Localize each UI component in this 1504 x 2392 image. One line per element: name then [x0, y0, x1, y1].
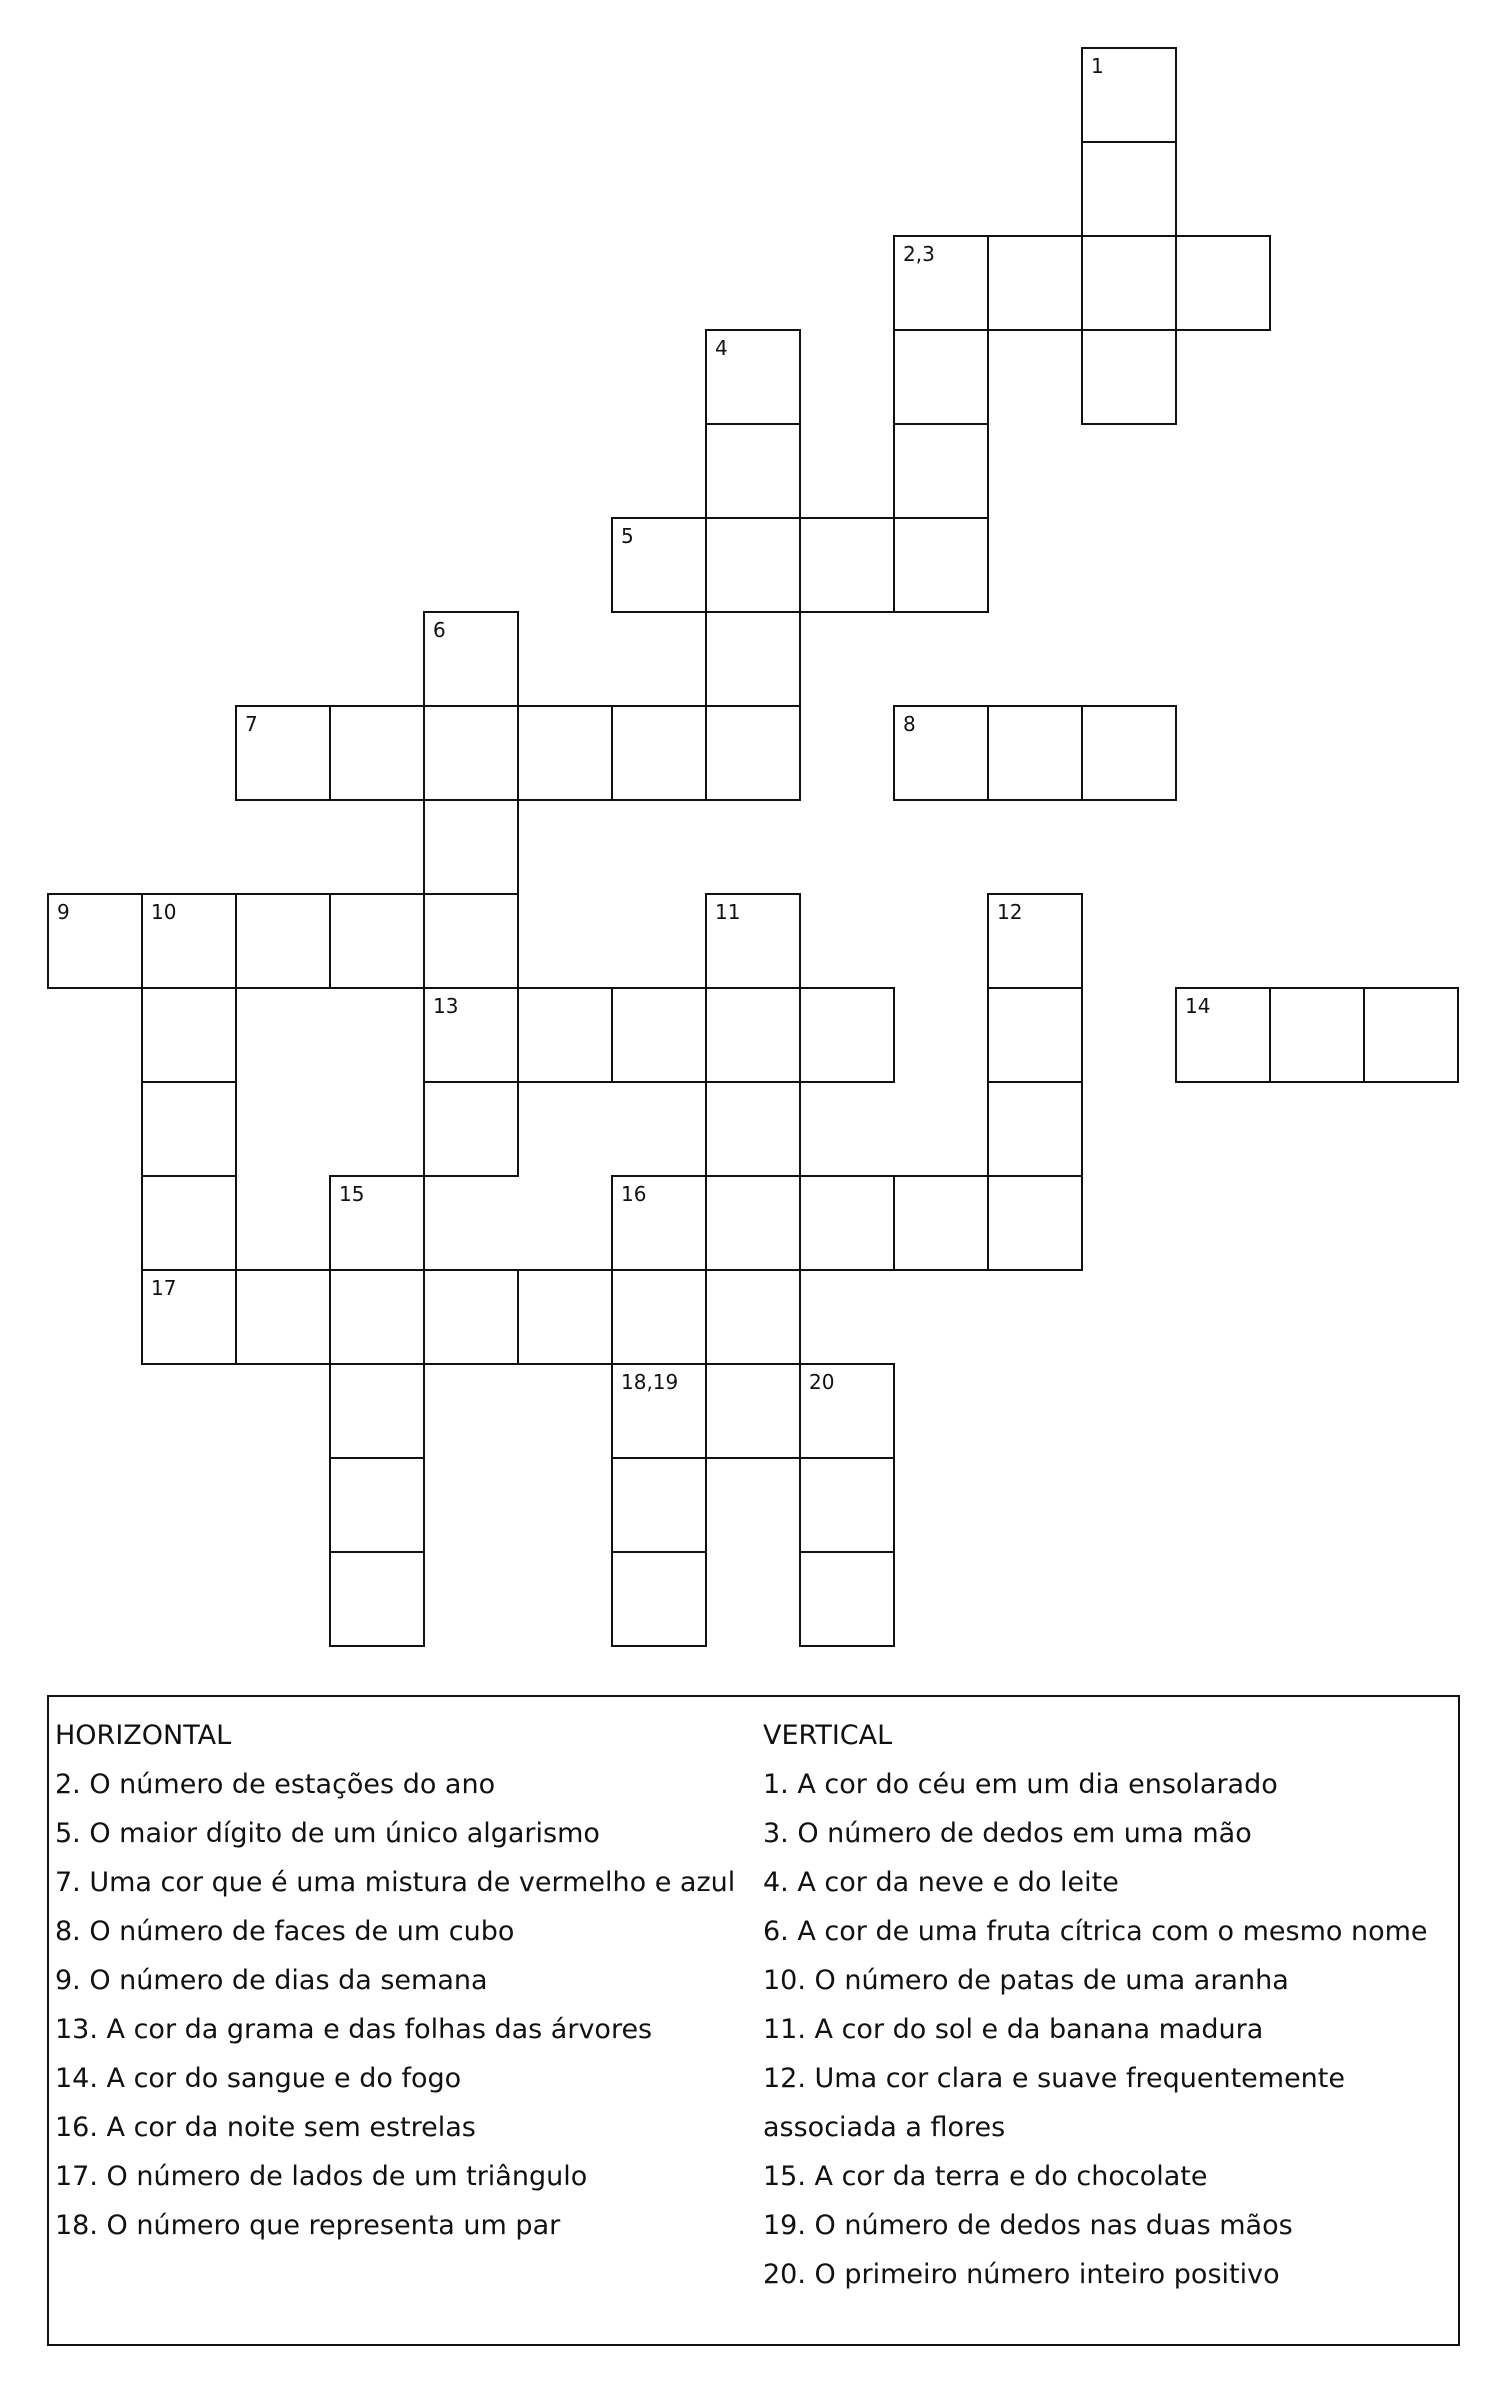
- horizontal-clue: 17. O número de lados de um triângulo: [55, 2161, 588, 2192]
- crossword-cell[interactable]: [1081, 329, 1177, 425]
- crossword-cell[interactable]: [893, 1175, 989, 1271]
- crossword-cell[interactable]: [987, 235, 1083, 331]
- crossword-cell[interactable]: [705, 1081, 801, 1177]
- crossword-cell[interactable]: [423, 799, 519, 895]
- crossword-cell[interactable]: [423, 1081, 519, 1177]
- crossword-cell[interactable]: [611, 517, 707, 613]
- vertical-clue: 12. Uma cor clara e suave frequentemente: [763, 2063, 1345, 2094]
- horizontal-clue: 14. A cor do sangue e do fogo: [55, 2063, 462, 2094]
- crossword-cell[interactable]: [423, 705, 519, 801]
- vertical-heading: VERTICAL: [763, 1720, 893, 1751]
- crossword-cell[interactable]: [893, 235, 989, 331]
- crossword-cell[interactable]: [705, 1363, 801, 1459]
- clue-number: 7: [245, 712, 258, 736]
- crossword-cell[interactable]: [235, 705, 331, 801]
- crossword-cell[interactable]: [329, 1175, 425, 1271]
- clue-number: 4: [715, 336, 728, 360]
- clue-number: 18,19: [621, 1370, 679, 1394]
- crossword-cell[interactable]: [799, 1175, 895, 1271]
- crossword-cell[interactable]: [329, 1269, 425, 1365]
- crossword-cell[interactable]: [705, 1175, 801, 1271]
- crossword-cell[interactable]: [423, 893, 519, 989]
- crossword-cell[interactable]: [705, 987, 801, 1083]
- crossword-cell[interactable]: [1363, 987, 1459, 1083]
- clues-box: [47, 1695, 1460, 2346]
- crossword-cell[interactable]: [611, 1363, 707, 1459]
- crossword-cell[interactable]: [517, 705, 613, 801]
- crossword-cell[interactable]: [423, 611, 519, 707]
- crossword-cell[interactable]: [141, 1175, 237, 1271]
- crossword-cell[interactable]: [141, 987, 237, 1083]
- clue-number: 8: [903, 712, 916, 736]
- crossword-cell[interactable]: [235, 1269, 331, 1365]
- crossword-cell[interactable]: [705, 517, 801, 613]
- horizontal-heading: HORIZONTAL: [55, 1720, 232, 1751]
- crossword-cell[interactable]: [705, 893, 801, 989]
- crossword-cell[interactable]: [1175, 235, 1271, 331]
- crossword-cell[interactable]: [705, 1269, 801, 1365]
- vertical-clue: 10. O número de patas de uma aranha: [763, 1965, 1289, 1996]
- crossword-cell[interactable]: [329, 1551, 425, 1647]
- crossword-cell[interactable]: [1081, 141, 1177, 237]
- crossword-cell[interactable]: [799, 517, 895, 613]
- crossword-cell[interactable]: [1081, 47, 1177, 143]
- crossword-cell[interactable]: [705, 611, 801, 707]
- crossword-cell[interactable]: [141, 893, 237, 989]
- crossword-cell[interactable]: [423, 987, 519, 1083]
- crossword-cell[interactable]: [705, 329, 801, 425]
- crossword-cell[interactable]: [987, 893, 1083, 989]
- horizontal-clue: 16. A cor da noite sem estrelas: [55, 2112, 476, 2143]
- crossword-cell[interactable]: [705, 705, 801, 801]
- horizontal-clues: [55, 1711, 755, 2250]
- crossword-cell[interactable]: [517, 1269, 613, 1365]
- clue-number: 20: [809, 1370, 835, 1394]
- vertical-clue: 20. O primeiro número inteiro positivo: [763, 2259, 1280, 2290]
- vertical-clues: [763, 1711, 1453, 2299]
- clue-number: 9: [57, 900, 70, 924]
- crossword-cell[interactable]: [611, 1269, 707, 1365]
- crossword-cell[interactable]: [1081, 705, 1177, 801]
- crossword-cell[interactable]: [423, 1269, 519, 1365]
- clue-number: 11: [715, 900, 741, 924]
- crossword-cell[interactable]: [611, 1551, 707, 1647]
- crossword-cell[interactable]: [611, 1457, 707, 1553]
- horizontal-clue: 18. O número que representa um par: [55, 2210, 561, 2241]
- vertical-clue: 3. O número de dedos em uma mão: [763, 1818, 1252, 1849]
- crossword-cell[interactable]: [611, 1175, 707, 1271]
- clue-number: 5: [621, 524, 634, 548]
- crossword-cell[interactable]: [235, 893, 331, 989]
- vertical-clue: 15. A cor da terra e do chocolate: [763, 2161, 1208, 2192]
- vertical-clue: 11. A cor do sol e da banana madura: [763, 2014, 1264, 2045]
- vertical-clue: associada a flores: [763, 2112, 1006, 2143]
- crossword-cell[interactable]: [611, 705, 707, 801]
- clue-number: 1: [1091, 54, 1104, 78]
- crossword-cell[interactable]: [893, 423, 989, 519]
- crossword-cell[interactable]: [329, 893, 425, 989]
- horizontal-clue: 2. O número de estações do ano: [55, 1769, 496, 1800]
- crossword-cell[interactable]: [893, 329, 989, 425]
- crossword-cell[interactable]: [799, 1551, 895, 1647]
- clue-number: 13: [433, 994, 459, 1018]
- clue-number: 16: [621, 1182, 647, 1206]
- crossword-cell[interactable]: [329, 705, 425, 801]
- clue-number: 10: [151, 900, 177, 924]
- horizontal-clue: 9. O número de dias da semana: [55, 1965, 488, 1996]
- vertical-clue: 19. O número de dedos nas duas mãos: [763, 2210, 1293, 2241]
- crossword-cell[interactable]: [799, 987, 895, 1083]
- horizontal-clue: 8. O número de faces de um cubo: [55, 1916, 515, 1947]
- crossword-cell[interactable]: [1269, 987, 1365, 1083]
- vertical-clue: 1. A cor do céu em um dia ensolarado: [763, 1769, 1278, 1800]
- clue-number: 17: [151, 1276, 177, 1300]
- clue-number: 2,3: [903, 242, 935, 266]
- crossword-cell[interactable]: [1081, 235, 1177, 331]
- crossword-cell[interactable]: [141, 1269, 237, 1365]
- crossword-cell[interactable]: [799, 1457, 895, 1553]
- crossword-cell[interactable]: [611, 987, 707, 1083]
- crossword-cell[interactable]: [987, 705, 1083, 801]
- crossword-cell[interactable]: [987, 1175, 1083, 1271]
- horizontal-clue: 7. Uma cor que é uma mistura de vermelho e azul: [55, 1867, 736, 1898]
- clue-number: 6: [433, 618, 446, 642]
- crossword-cell[interactable]: [329, 1363, 425, 1459]
- clue-number: 14: [1185, 994, 1211, 1018]
- vertical-clue: 6. A cor de uma fruta cítrica com o mesmo nome: [763, 1916, 1428, 1947]
- horizontal-clue: 13. A cor da grama e das folhas das árvores: [55, 2014, 653, 2045]
- crossword-cell[interactable]: [893, 517, 989, 613]
- clue-number: 12: [997, 900, 1023, 924]
- crossword-cell[interactable]: [799, 1363, 895, 1459]
- crossword-cell[interactable]: [987, 1081, 1083, 1177]
- horizontal-clue: 5. O maior dígito de um único algarismo: [55, 1818, 600, 1849]
- crossword-cell[interactable]: [893, 705, 989, 801]
- crossword-cell[interactable]: [141, 1081, 237, 1177]
- clue-number: 15: [339, 1182, 365, 1206]
- vertical-clue: 4. A cor da neve e do leite: [763, 1867, 1119, 1898]
- crossword-cell[interactable]: [329, 1457, 425, 1553]
- crossword-cell[interactable]: [987, 987, 1083, 1083]
- crossword-cell[interactable]: [517, 987, 613, 1083]
- crossword-cell[interactable]: [47, 893, 143, 989]
- crossword-cell[interactable]: [1175, 987, 1271, 1083]
- crossword-cell[interactable]: [705, 423, 801, 519]
